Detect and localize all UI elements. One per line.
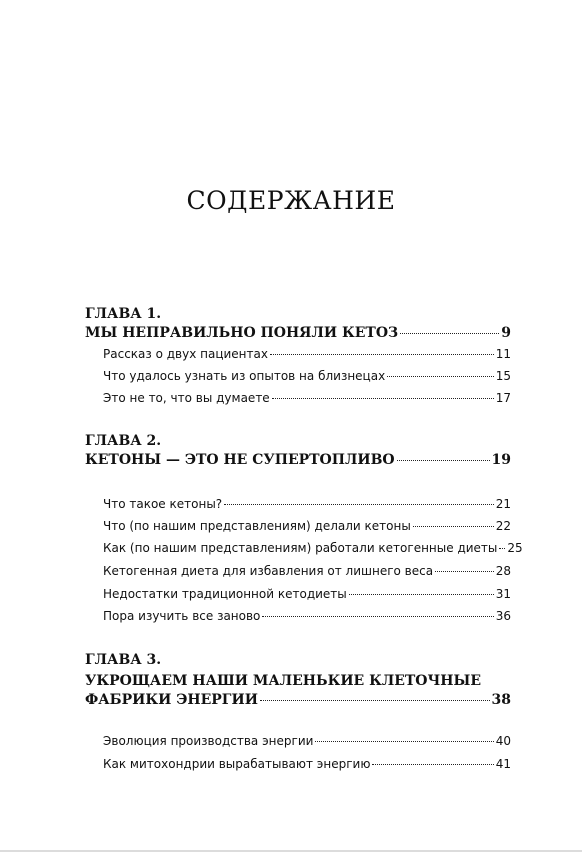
page-number: 9 — [501, 325, 511, 341]
page-number: 31 — [495, 587, 511, 601]
toc-section-entry[interactable] — [103, 609, 511, 626]
section-title: Как (по нашим представлениям) работали кетогенные диеты — [103, 541, 498, 555]
page-number: 19 — [491, 452, 511, 468]
dot-leader — [397, 459, 490, 461]
toc-section-entry[interactable] — [103, 497, 511, 514]
toc-section-entry[interactable] — [103, 369, 511, 386]
chapter-label: ГЛАВА 3. — [85, 652, 162, 668]
toc-section-entry[interactable] — [103, 757, 511, 774]
section-title: Что удалось узнать из опытов на близнецах — [103, 369, 386, 383]
toc-section-entry[interactable] — [103, 347, 511, 364]
chapter-title-line: УКРОЩАЕМ НАШИ МАЛЕНЬКИЕ КЛЕТОЧНЫЕ — [85, 673, 481, 689]
section-title: Эволюция производства энергии — [103, 734, 314, 748]
dot-leader — [270, 353, 494, 355]
dot-leader — [499, 547, 505, 549]
section-title: Пора изучить все заново — [103, 609, 261, 623]
section-title: Что такое кетоны? — [103, 497, 223, 511]
toc-section-entry[interactable] — [103, 734, 511, 751]
page-number: 36 — [495, 609, 511, 623]
dot-leader — [387, 375, 494, 377]
toc-section-entry[interactable] — [103, 541, 523, 558]
dot-leader — [315, 740, 493, 742]
chapter-title: КЕТОНЫ — ЭТО НЕ СУПЕРТОПЛИВО — [85, 452, 395, 468]
page-number: 22 — [495, 519, 511, 533]
section-title: Как митохондрии вырабатывают энергию — [103, 757, 371, 771]
page-number: 28 — [495, 564, 511, 578]
dot-leader — [262, 615, 493, 617]
page-number: 40 — [495, 734, 511, 748]
section-title: Что (по нашим представлениям) делали кетоны — [103, 519, 411, 533]
dot-leader — [272, 397, 494, 399]
page-number: 17 — [495, 391, 511, 405]
chapter-label: ГЛАВА 1. — [85, 306, 162, 322]
page-number: 15 — [495, 369, 511, 383]
dot-leader — [435, 570, 494, 572]
page-bottom-edge — [0, 850, 582, 852]
page-number: 38 — [491, 692, 511, 708]
toc-section-entry[interactable] — [103, 564, 511, 581]
section-title: Кетогенная диета для избавления от лишнего веса — [103, 564, 434, 578]
page-number: 25 — [507, 541, 523, 555]
toc-section-entry[interactable] — [103, 587, 511, 604]
dot-leader — [400, 332, 499, 334]
section-title: Рассказ о двух пациентах — [103, 347, 268, 361]
section-title: Недостатки традиционной кетодиеты — [103, 587, 347, 601]
page-number: 41 — [495, 757, 511, 771]
chapter-title: ФАБРИКИ ЭНЕРГИИ — [85, 692, 258, 708]
section-title: Это не то, что вы думаете — [103, 391, 270, 405]
toc-chapter-entry[interactable] — [85, 325, 511, 345]
dot-leader — [260, 699, 490, 701]
toc-chapter-entry[interactable] — [85, 452, 511, 472]
dot-leader — [372, 763, 493, 765]
dot-leader — [224, 503, 494, 505]
page-number: 11 — [495, 347, 511, 361]
page-number: 21 — [495, 497, 511, 511]
toc-heading: СОДЕРЖАНИЕ — [186, 186, 396, 215]
toc-section-entry[interactable] — [103, 391, 511, 408]
chapter-label: ГЛАВА 2. — [85, 433, 162, 449]
chapter-title: МЫ НЕПРАВИЛЬНО ПОНЯЛИ КЕТОЗ — [85, 325, 399, 341]
toc-section-entry[interactable] — [103, 519, 511, 536]
toc-chapter-entry[interactable] — [85, 692, 511, 712]
dot-leader — [349, 593, 494, 595]
dot-leader — [413, 525, 494, 527]
